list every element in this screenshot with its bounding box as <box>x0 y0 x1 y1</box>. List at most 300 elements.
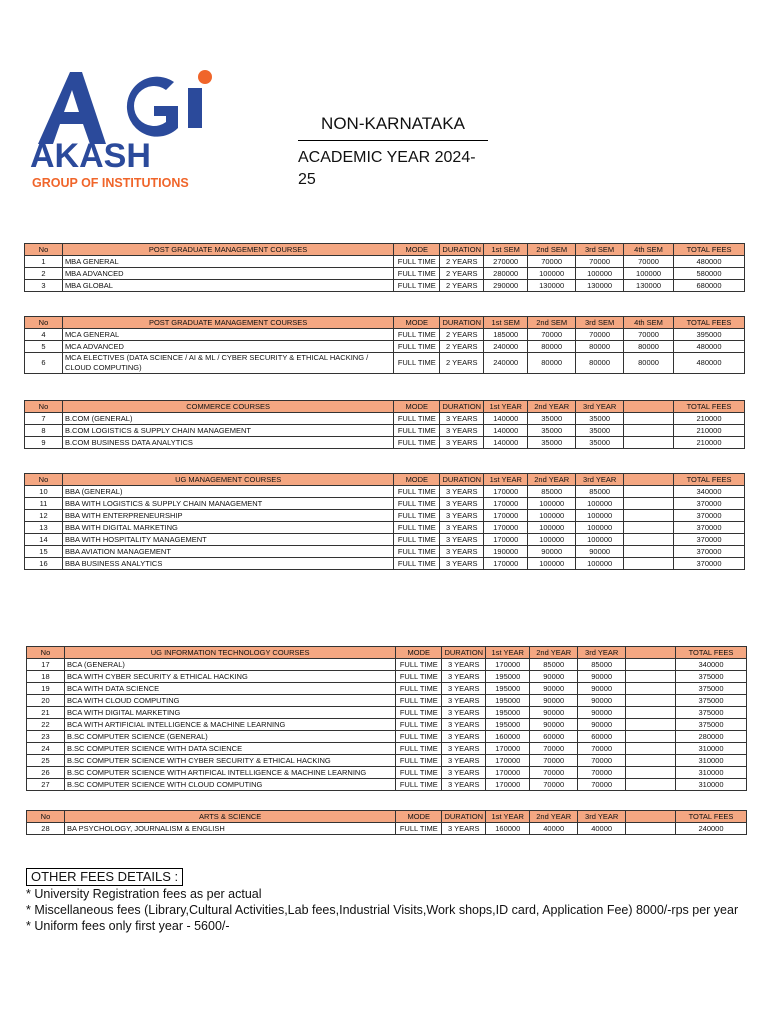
table-row <box>25 268 745 280</box>
table-cell: 170000 <box>484 534 528 546</box>
course-name-cell: BCA WITH DATA SCIENCE <box>64 683 395 695</box>
course-name-cell: B.COM (GENERAL) <box>62 413 393 425</box>
table-cell: 40000 <box>530 823 578 835</box>
table-cell: 100000 <box>528 534 576 546</box>
table-cell: 3 YEARS <box>440 425 484 437</box>
table-cell: 80000 <box>528 353 576 374</box>
table-cell: 16 <box>25 558 63 570</box>
table-row <box>25 522 745 534</box>
table-cell: FULL TIME <box>396 755 442 767</box>
table-cell: 8 <box>25 425 63 437</box>
table-cell: 6 <box>25 353 63 374</box>
table-cell: 3 YEARS <box>442 695 486 707</box>
table-cell: 210000 <box>674 413 745 425</box>
table-cell: FULL TIME <box>394 413 440 425</box>
table-cell: 19 <box>27 683 65 695</box>
table-cell: FULL TIME <box>396 719 442 731</box>
table-cell: FULL TIME <box>394 510 440 522</box>
table-cell: 170000 <box>486 779 530 791</box>
table-cell: 3 YEARS <box>442 755 486 767</box>
table-cell <box>624 522 674 534</box>
table-cell: 35000 <box>528 413 576 425</box>
column-header <box>626 811 676 823</box>
course-name-cell: BBA BUSINESS ANALYTICS <box>62 558 393 570</box>
column-header <box>624 474 674 486</box>
table-cell: 370000 <box>674 498 745 510</box>
table-cell: 9 <box>25 437 63 449</box>
course-name-cell: B.SC COMPUTER SCIENCE WITH ARTIFICAL INTELLIGENCE & MACHINE LEARNING <box>64 767 395 779</box>
column-header: DURATION <box>442 647 486 659</box>
column-header: No <box>25 474 63 486</box>
table-cell: FULL TIME <box>394 268 440 280</box>
table-cell: 100000 <box>528 268 576 280</box>
table-cell: 20 <box>27 695 65 707</box>
document-header <box>298 112 488 191</box>
table-cell: 195000 <box>486 695 530 707</box>
table-cell: 70000 <box>530 779 578 791</box>
table-cell: FULL TIME <box>394 437 440 449</box>
table-cell: 90000 <box>530 719 578 731</box>
table-cell: FULL TIME <box>394 329 440 341</box>
fee-note: * Miscellaneous fees (Library,Cultural Activities,Lab fees,Industrial Visits,Work shops,ID card, Application Fee) 8000/-rps per year <box>26 903 739 917</box>
campus-title: NON-KARNATAKA <box>321 114 465 133</box>
table-cell: 170000 <box>486 659 530 671</box>
table-cell <box>626 659 676 671</box>
table-header-row <box>25 244 745 256</box>
column-header: TOTAL FEES <box>674 474 745 486</box>
course-name-cell: MBA ADVANCED <box>62 268 393 280</box>
course-name-cell: BBA WITH LOGISTICS & SUPPLY CHAIN MANAGEMENT <box>62 498 393 510</box>
course-name-cell: BCA (GENERAL) <box>64 659 395 671</box>
table-cell: 3 YEARS <box>442 671 486 683</box>
column-header: POST GRADUATE MANAGEMENT COURSES <box>62 317 393 329</box>
column-header: 1st YEAR <box>486 647 530 659</box>
table-cell: 90000 <box>530 707 578 719</box>
table-row <box>25 558 745 570</box>
column-header: MODE <box>396 647 442 659</box>
course-name-cell: B.COM BUSINESS DATA ANALYTICS <box>62 437 393 449</box>
table-row <box>25 413 745 425</box>
table-cell: 85000 <box>530 659 578 671</box>
column-header: TOTAL FEES <box>676 811 747 823</box>
table-cell: 28 <box>27 823 65 835</box>
table-cell: 3 YEARS <box>442 707 486 719</box>
table-cell: 160000 <box>486 823 530 835</box>
table-cell: 340000 <box>674 486 745 498</box>
table-cell: 375000 <box>676 671 747 683</box>
column-header: 3rd SEM <box>576 317 624 329</box>
table-cell: 370000 <box>674 558 745 570</box>
table-cell: 2 YEARS <box>440 353 484 374</box>
table-cell: 70000 <box>576 329 624 341</box>
column-header: 2nd YEAR <box>530 647 578 659</box>
table-cell: 10 <box>25 486 63 498</box>
table-row <box>27 767 747 779</box>
table-cell: 170000 <box>484 510 528 522</box>
table-cell <box>624 534 674 546</box>
table-cell: 90000 <box>530 695 578 707</box>
table-cell: 130000 <box>624 280 674 292</box>
column-header: TOTAL FEES <box>676 647 747 659</box>
table-cell: 26 <box>27 767 65 779</box>
table-cell <box>626 671 676 683</box>
table-cell: 130000 <box>528 280 576 292</box>
table-cell: 375000 <box>676 683 747 695</box>
table-cell: 13 <box>25 522 63 534</box>
table-cell: 80000 <box>576 341 624 353</box>
table-cell: 40000 <box>578 823 626 835</box>
table-cell: 5 <box>25 341 63 353</box>
course-name-cell: B.SC COMPUTER SCIENCE (GENERAL) <box>64 731 395 743</box>
table-cell: 3 YEARS <box>442 659 486 671</box>
table-cell: 100000 <box>576 268 624 280</box>
table-cell: 210000 <box>674 425 745 437</box>
table-cell <box>624 486 674 498</box>
table-cell: 35000 <box>576 425 624 437</box>
table-cell: 210000 <box>674 437 745 449</box>
column-header: TOTAL FEES <box>674 317 745 329</box>
table-cell: 170000 <box>484 522 528 534</box>
logo-subtitle: GROUP OF INSTITUTIONS <box>32 176 189 190</box>
table-cell <box>626 755 676 767</box>
table-row <box>27 659 747 671</box>
fee-table <box>24 316 745 374</box>
table-cell: 35000 <box>528 437 576 449</box>
column-header: 1st SEM <box>484 244 528 256</box>
table-cell: 14 <box>25 534 63 546</box>
column-header: 3rd YEAR <box>576 401 624 413</box>
table-cell: 85000 <box>576 486 624 498</box>
table-cell: 185000 <box>484 329 528 341</box>
table-cell: FULL TIME <box>394 558 440 570</box>
table-cell: 100000 <box>576 558 624 570</box>
course-name-cell: B.SC COMPUTER SCIENCE WITH DATA SCIENCE <box>64 743 395 755</box>
column-header: MODE <box>394 474 440 486</box>
table-cell: 3 YEARS <box>440 510 484 522</box>
table-cell: FULL TIME <box>394 425 440 437</box>
course-name-cell: B.COM LOGISTICS & SUPPLY CHAIN MANAGEMENT <box>62 425 393 437</box>
table-cell: 100000 <box>576 510 624 522</box>
table-cell: 60000 <box>578 731 626 743</box>
table-row <box>25 498 745 510</box>
table-cell: 140000 <box>484 437 528 449</box>
table-cell: 90000 <box>530 671 578 683</box>
table-cell: 100000 <box>528 498 576 510</box>
table-cell: 2 YEARS <box>440 280 484 292</box>
table-cell: 3 YEARS <box>442 683 486 695</box>
table-cell: 270000 <box>484 256 528 268</box>
table-cell: 11 <box>25 498 63 510</box>
table-cell: 140000 <box>484 413 528 425</box>
table-cell: 70000 <box>576 256 624 268</box>
table-cell: FULL TIME <box>396 779 442 791</box>
table-row <box>27 823 747 835</box>
table-cell: 370000 <box>674 522 745 534</box>
logo-mark <box>28 66 228 194</box>
table-cell: 70000 <box>578 779 626 791</box>
table-header-row <box>27 647 747 659</box>
table-cell: 35000 <box>576 413 624 425</box>
column-header: 2nd SEM <box>528 244 576 256</box>
table-cell: 2 YEARS <box>440 341 484 353</box>
column-header: 3rd SEM <box>576 244 624 256</box>
column-header: ARTS & SCIENCE <box>64 811 395 823</box>
table-cell: 80000 <box>528 341 576 353</box>
table-cell: FULL TIME <box>394 353 440 374</box>
table-cell: 375000 <box>676 719 747 731</box>
table-cell: 17 <box>27 659 65 671</box>
table-cell: 195000 <box>486 683 530 695</box>
table-cell <box>626 731 676 743</box>
table-cell: 170000 <box>486 767 530 779</box>
table-cell: 23 <box>27 731 65 743</box>
table-cell: 3 YEARS <box>440 486 484 498</box>
fee-table <box>24 243 745 292</box>
table-cell: 70000 <box>624 329 674 341</box>
table-cell: 80000 <box>624 341 674 353</box>
table-cell: 15 <box>25 546 63 558</box>
column-header <box>624 401 674 413</box>
table-cell: 60000 <box>530 731 578 743</box>
table-cell: 3 YEARS <box>442 719 486 731</box>
table-row <box>27 779 747 791</box>
course-name-cell: MBA GLOBAL <box>62 280 393 292</box>
column-header: 3rd YEAR <box>576 474 624 486</box>
table-cell: FULL TIME <box>396 823 442 835</box>
table-cell: 2 YEARS <box>440 329 484 341</box>
header-rule <box>298 140 488 141</box>
course-name-cell: BCA WITH CLOUD COMPUTING <box>64 695 395 707</box>
table-cell: 7 <box>25 413 63 425</box>
table-cell: 100000 <box>528 522 576 534</box>
column-header: POST GRADUATE MANAGEMENT COURSES <box>62 244 393 256</box>
table-cell: FULL TIME <box>394 486 440 498</box>
table-cell: 90000 <box>578 671 626 683</box>
table-cell: 3 YEARS <box>442 823 486 835</box>
column-header: No <box>25 317 63 329</box>
table-cell: 170000 <box>484 558 528 570</box>
table-cell: FULL TIME <box>396 707 442 719</box>
column-header: No <box>25 401 63 413</box>
table-cell: 70000 <box>530 767 578 779</box>
column-header: No <box>25 244 63 256</box>
column-header: DURATION <box>442 811 486 823</box>
table-cell: 3 YEARS <box>440 558 484 570</box>
other-fees-title: OTHER FEES DETAILS : <box>26 868 183 886</box>
table-cell: 70000 <box>578 755 626 767</box>
table-cell: 3 YEARS <box>442 779 486 791</box>
table-row <box>27 743 747 755</box>
table-cell <box>626 695 676 707</box>
table-header-row <box>25 401 745 413</box>
column-header: 1st YEAR <box>486 811 530 823</box>
column-header: MODE <box>394 317 440 329</box>
column-header: 2nd YEAR <box>528 474 576 486</box>
table-cell: 130000 <box>576 280 624 292</box>
logo-name: AKASH <box>30 137 151 175</box>
table-cell: 100000 <box>624 268 674 280</box>
table-row <box>25 425 745 437</box>
table-cell <box>626 779 676 791</box>
course-name-cell: B.SC COMPUTER SCIENCE WITH CYBER SECURITY & ETHICAL HACKING <box>64 755 395 767</box>
table-cell: 370000 <box>674 546 745 558</box>
table-row <box>25 510 745 522</box>
column-header: TOTAL FEES <box>674 401 745 413</box>
table-cell: 310000 <box>676 755 747 767</box>
table-cell: 195000 <box>486 719 530 731</box>
table-row <box>27 683 747 695</box>
table-row <box>25 437 745 449</box>
table-cell: 195000 <box>486 707 530 719</box>
table-cell: 90000 <box>578 719 626 731</box>
table-cell: FULL TIME <box>396 767 442 779</box>
table-row <box>27 671 747 683</box>
table-cell: 100000 <box>576 534 624 546</box>
column-header: 1st YEAR <box>484 474 528 486</box>
course-name-cell: BBA WITH DIGITAL MARKETING <box>62 522 393 534</box>
table-cell: FULL TIME <box>396 671 442 683</box>
table-cell: FULL TIME <box>396 659 442 671</box>
table-cell <box>624 425 674 437</box>
column-header: 1st SEM <box>484 317 528 329</box>
table-cell: 310000 <box>676 743 747 755</box>
table-cell: 190000 <box>484 546 528 558</box>
table-cell: 85000 <box>578 659 626 671</box>
column-header: 4th SEM <box>624 317 674 329</box>
table-cell: 1 <box>25 256 63 268</box>
course-name-cell: BBA AVIATION MANAGEMENT <box>62 546 393 558</box>
table-header-row <box>25 317 745 329</box>
table-row <box>27 695 747 707</box>
table-cell: 3 YEARS <box>442 731 486 743</box>
course-name-cell: BBA WITH ENTERPRENEURSHIP <box>62 510 393 522</box>
column-header: MODE <box>396 811 442 823</box>
table-row <box>27 755 747 767</box>
table-cell: 90000 <box>576 546 624 558</box>
table-cell <box>626 683 676 695</box>
table-row <box>25 546 745 558</box>
table-row <box>25 353 745 374</box>
table-cell: 70000 <box>530 743 578 755</box>
table-cell: 25 <box>27 755 65 767</box>
table-cell: 80000 <box>576 353 624 374</box>
table-cell: 280000 <box>676 731 747 743</box>
table-row <box>27 707 747 719</box>
table-cell: 4 <box>25 329 63 341</box>
table-cell: 170000 <box>486 743 530 755</box>
table-cell: 3 YEARS <box>440 534 484 546</box>
table-cell: 2 YEARS <box>440 256 484 268</box>
table-cell <box>624 546 674 558</box>
table-cell: 480000 <box>674 256 745 268</box>
table-cell: 2 <box>25 268 63 280</box>
table-cell: 310000 <box>676 767 747 779</box>
fee-table <box>24 473 745 570</box>
table-row <box>27 731 747 743</box>
table-cell <box>626 719 676 731</box>
course-name-cell: MCA ELECTIVES (DATA SCIENCE / AI & ML / CYBER SECURITY & ETHICAL HACKING / CLOUD COMPUTING) <box>62 353 393 374</box>
table-cell <box>626 767 676 779</box>
table-cell: 240000 <box>676 823 747 835</box>
course-name-cell: BA PSYCHOLOGY, JOURNALISM & ENGLISH <box>64 823 395 835</box>
table-cell <box>624 437 674 449</box>
course-name-cell: BCA WITH DIGITAL MARKETING <box>64 707 395 719</box>
table-cell: FULL TIME <box>394 341 440 353</box>
table-cell: 310000 <box>676 779 747 791</box>
table-cell: 580000 <box>674 268 745 280</box>
table-cell: 27 <box>27 779 65 791</box>
table-cell: 18 <box>27 671 65 683</box>
course-name-cell: MBA GENERAL <box>62 256 393 268</box>
table-cell: 240000 <box>484 353 528 374</box>
table-cell: 280000 <box>484 268 528 280</box>
table-cell <box>624 498 674 510</box>
table-row <box>25 329 745 341</box>
column-header: 3rd YEAR <box>578 811 626 823</box>
table-cell: 70000 <box>528 329 576 341</box>
table-cell: 340000 <box>676 659 747 671</box>
table-cell: 90000 <box>578 683 626 695</box>
table-cell: FULL TIME <box>394 522 440 534</box>
table-cell: 100000 <box>576 498 624 510</box>
column-header: No <box>27 811 65 823</box>
column-header: DURATION <box>440 474 484 486</box>
table-cell: 480000 <box>674 341 745 353</box>
table-cell: 21 <box>27 707 65 719</box>
course-name-cell: B.SC COMPUTER SCIENCE WITH CLOUD COMPUTING <box>64 779 395 791</box>
column-header: No <box>27 647 65 659</box>
table-row <box>27 719 747 731</box>
course-name-cell: BBA WITH HOSPITALITY MANAGEMENT <box>62 534 393 546</box>
table-cell: 22 <box>27 719 65 731</box>
table-cell: 90000 <box>530 683 578 695</box>
course-name-cell: BCA WITH ARTIFICIAL INTELLIGENCE & MACHINE LEARNING <box>64 719 395 731</box>
table-row <box>25 256 745 268</box>
table-row <box>25 534 745 546</box>
table-cell: 680000 <box>674 280 745 292</box>
course-name-cell: MCA ADVANCED <box>62 341 393 353</box>
table-cell: 35000 <box>528 425 576 437</box>
table-cell: 3 YEARS <box>440 522 484 534</box>
course-name-cell: MCA GENERAL <box>62 329 393 341</box>
column-header: MODE <box>394 244 440 256</box>
table-cell: 90000 <box>578 695 626 707</box>
column-header: 2nd YEAR <box>528 401 576 413</box>
table-cell: 3 YEARS <box>440 437 484 449</box>
table-cell: 70000 <box>578 743 626 755</box>
fee-table <box>26 646 747 791</box>
table-cell: 100000 <box>528 510 576 522</box>
table-cell: 370000 <box>674 534 745 546</box>
table-cell: 170000 <box>486 755 530 767</box>
column-header: DURATION <box>440 244 484 256</box>
column-header: UG INFORMATION TECHNOLOGY COURSES <box>64 647 395 659</box>
table-cell: 3 YEARS <box>442 743 486 755</box>
academic-year: ACADEMIC YEAR 2024-25 <box>298 149 476 188</box>
table-cell: FULL TIME <box>396 743 442 755</box>
table-cell: 90000 <box>578 707 626 719</box>
table-cell: 195000 <box>486 671 530 683</box>
table-cell: 140000 <box>484 425 528 437</box>
table-cell: 3 YEARS <box>440 546 484 558</box>
table-cell: FULL TIME <box>394 256 440 268</box>
table-cell: 3 YEARS <box>440 498 484 510</box>
table-cell: 480000 <box>674 353 745 374</box>
column-header: TOTAL FEES <box>674 244 745 256</box>
column-header: UG MANAGEMENT COURSES <box>62 474 393 486</box>
table-header-row <box>25 474 745 486</box>
table-cell: 170000 <box>484 486 528 498</box>
